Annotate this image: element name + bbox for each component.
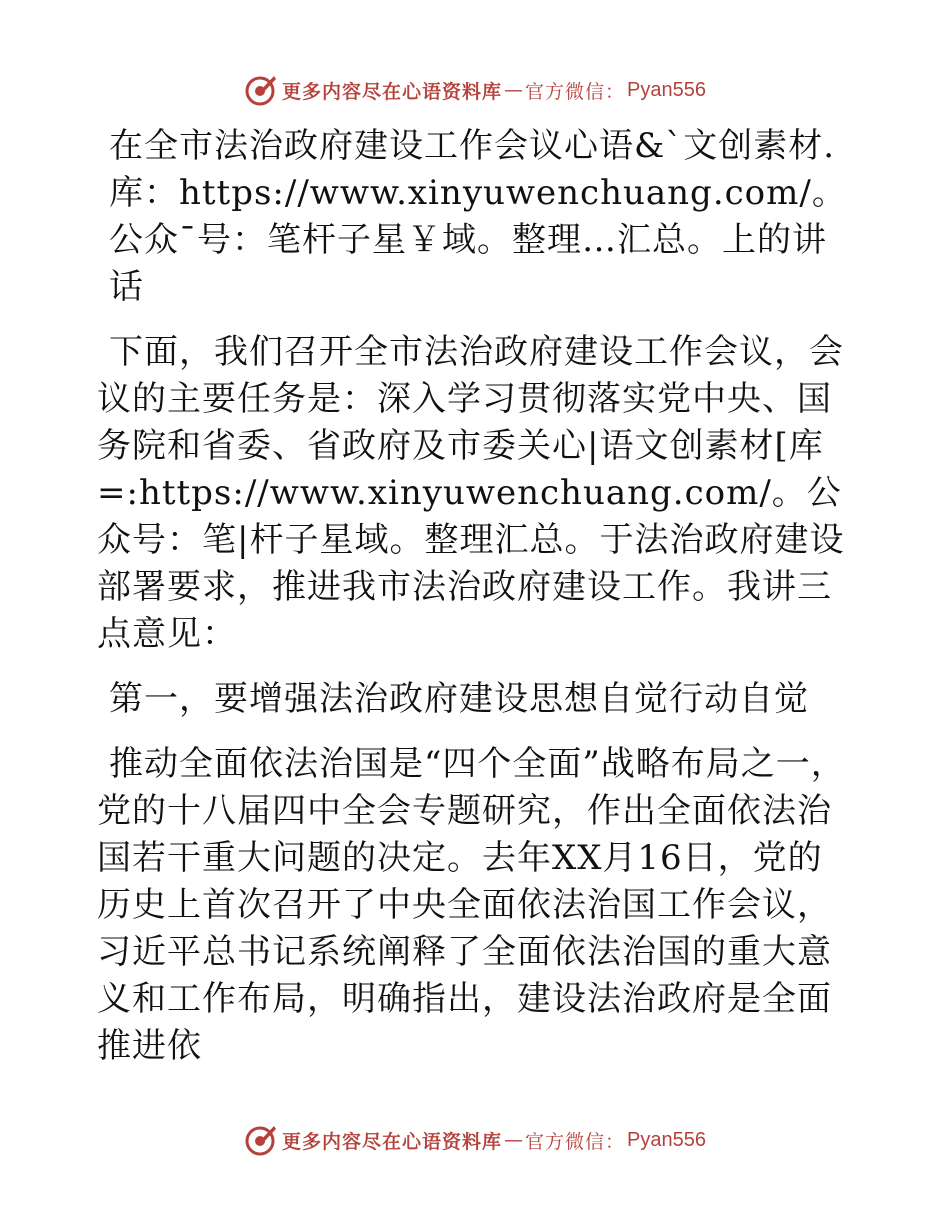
pen-logo-icon — [244, 73, 278, 107]
document-body — [97, 123, 857, 1088]
section-heading-1: 第一，要增强法治政府建设思想自觉行动自觉 — [109, 679, 809, 719]
watermark-wechat-label: 官方微信： — [525, 1130, 626, 1153]
watermark-separator: — — [504, 79, 524, 101]
watermark-wechat-label: 官方微信： — [525, 80, 626, 103]
paragraph-body: 推动全面依法治国是“四个全面”战略布局之一，党的十八届四中全会专题研究，作出全面依法治国若干重大问题的决定。去年XX月16日，党的历史上首次召开了中央全面依法治国工作会议，习近平总书记系统阐释了全面依法治国的重大意义和工作布局，明确指出，建设法治政府是全面推进依 — [97, 744, 846, 1066]
watermark-header — [0, 70, 950, 110]
pen-logo-icon — [244, 1123, 278, 1157]
watermark-wechat-id: Pyan556 — [627, 1128, 706, 1151]
watermark-wechat-id: Pyan556 — [627, 78, 706, 101]
watermark-main-text: 更多内容尽在心语资料库 — [282, 1130, 503, 1153]
watermark-footer — [0, 1120, 950, 1160]
paragraph-intro: 下面，我们召开全市法治政府建设工作会议，会议的主要任务是：深入学习贯彻落实党中央、国务院和省委、省政府及市委关心|语文创素材[库=:https://www.xinyuwenchuang.com/。公众号：笔|杆子星域。整理汇总。于法治政府建设部署要求，推进我市法治政府建设工作。我讲三点意见： — [97, 332, 845, 654]
document-title: 在全市法治政府建设工作会议心语&`文创素材.库：https://www.xinyuwenchuang.com/。公众¯号：笔杆子星￥域。整理…汇总。上的讲话 — [109, 126, 847, 307]
watermark-separator: — — [504, 1129, 524, 1151]
watermark-main-text: 更多内容尽在心语资料库 — [282, 80, 503, 103]
